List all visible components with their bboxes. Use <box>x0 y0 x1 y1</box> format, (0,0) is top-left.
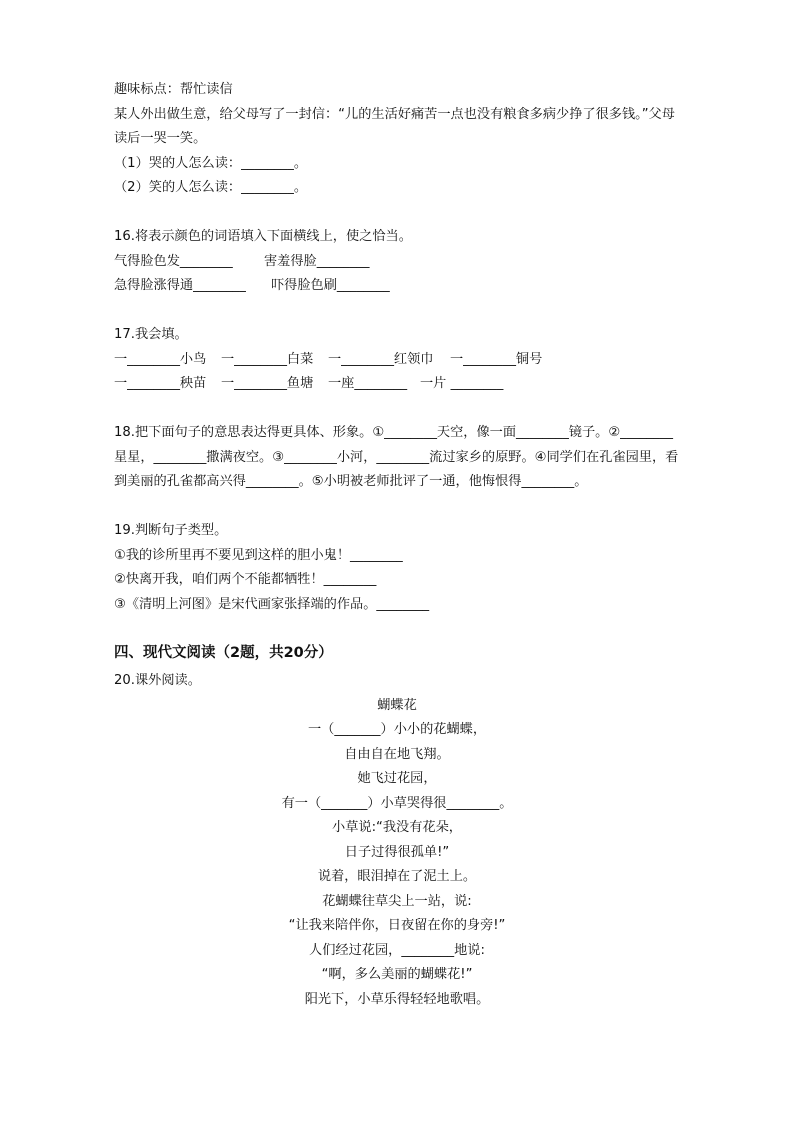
q16-item-d: 吓得脸色刷________ <box>271 278 390 293</box>
q18-line-2: 星星，________撒满夜空。③________小河，________流过家乡的原野。④同学们在孔雀园里，看 <box>114 449 679 465</box>
poem-line: 阳光下，小草乐得轻轻地歌唱。 <box>304 991 490 1007</box>
q17-item: 一座________ <box>328 376 408 391</box>
q17-row-2 <box>114 372 724 397</box>
q16-title: 16.将表示颜色的词语填入下面横线上，使之恰当。 <box>114 229 412 244</box>
q17-item: 一片 ________ <box>420 376 504 391</box>
poem-line: 一（_______）小小的花蝴蝶， <box>307 722 487 737</box>
poem-line: 自由自在地飞翔。 <box>344 746 450 762</box>
poem-line: 说着，眼泪掉在了泥土上。 <box>317 869 477 884</box>
q19-title: 19.判断句子类型。 <box>114 523 228 538</box>
q16-row-1 <box>114 250 724 275</box>
poem-line: “啊，多么美丽的蝴蝶花!” <box>321 967 473 982</box>
q17-item: 一________红领巾 <box>328 351 434 367</box>
section-heading: 四、现代文阅读（2题，共20分） <box>114 645 333 661</box>
fun-body-line-1: 某人外出做生意，给父母写了一封信：“儿的生活好痛苦一点也没有粮食多病少挣了很多钱。”父母 <box>114 106 675 122</box>
fun-body-line-2: 读后一哭一笑。 <box>114 131 207 146</box>
q17-item: 一________秧苗 <box>114 376 207 391</box>
q17-row-1 <box>114 348 724 373</box>
q19-sentence-3: ③《清明上河图》是宋代画家张择端的作品。________ <box>114 596 430 612</box>
q16-item-c: 急得脸涨得通________ <box>114 278 246 293</box>
q18-line-1: 18.把下面句子的意思表达得更具体、形象。①________天空，像一面________镜子。②________ <box>114 425 673 440</box>
fun-title: 趣味标点：帮忙读信 <box>114 82 233 97</box>
poem <box>114 694 680 1013</box>
q19-sentence-2: ②快离开我，咱们两个不能都牺牲！________ <box>114 572 377 587</box>
poem-line: 她飞过花园， <box>357 771 437 786</box>
q17-item: 一________小鸟 <box>114 351 207 367</box>
q19-sentence-1: ①我的诊所里再不要见到这样的胆小鬼！________ <box>114 547 403 563</box>
q17-item: 一________白菜 <box>221 351 314 367</box>
q17-item: 一________鱼塘 <box>221 376 314 391</box>
q16-item-a: 气得脸色发________ <box>114 253 233 269</box>
q16-row-2 <box>114 274 724 299</box>
poem-line: 有一（_______）小草哭得很________。 <box>281 795 513 811</box>
fun-question-2: （2）笑的人怎么读：________。 <box>114 180 308 195</box>
poem-line: 花蝴蝶往草尖上一站，说: <box>322 893 472 909</box>
poem-line: 人们经过花园，________地说: <box>309 942 485 958</box>
q20-title: 20.课外阅读。 <box>114 673 201 688</box>
q16-item-b: 害羞得脸________ <box>264 253 370 269</box>
poem-title: 蝴蝶花 <box>377 697 417 713</box>
poem-line: 日子过得很孤单!” <box>344 844 450 860</box>
fun-question-1: （1）哭的人怎么读：________。 <box>114 155 308 171</box>
q17-item: 一________铜号 <box>450 351 543 367</box>
q17-title: 17.我会填。 <box>114 327 188 342</box>
q18-line-3: 到美丽的孔雀都高兴得________。⑤小明被老师批评了一通，他悔恨得________。 <box>114 474 588 489</box>
poem-line: “让我来陪伴你，日夜留在你的身旁!” <box>288 918 506 933</box>
exam-page <box>114 78 724 1012</box>
poem-line: 小草说:“我没有花朵， <box>332 820 462 835</box>
